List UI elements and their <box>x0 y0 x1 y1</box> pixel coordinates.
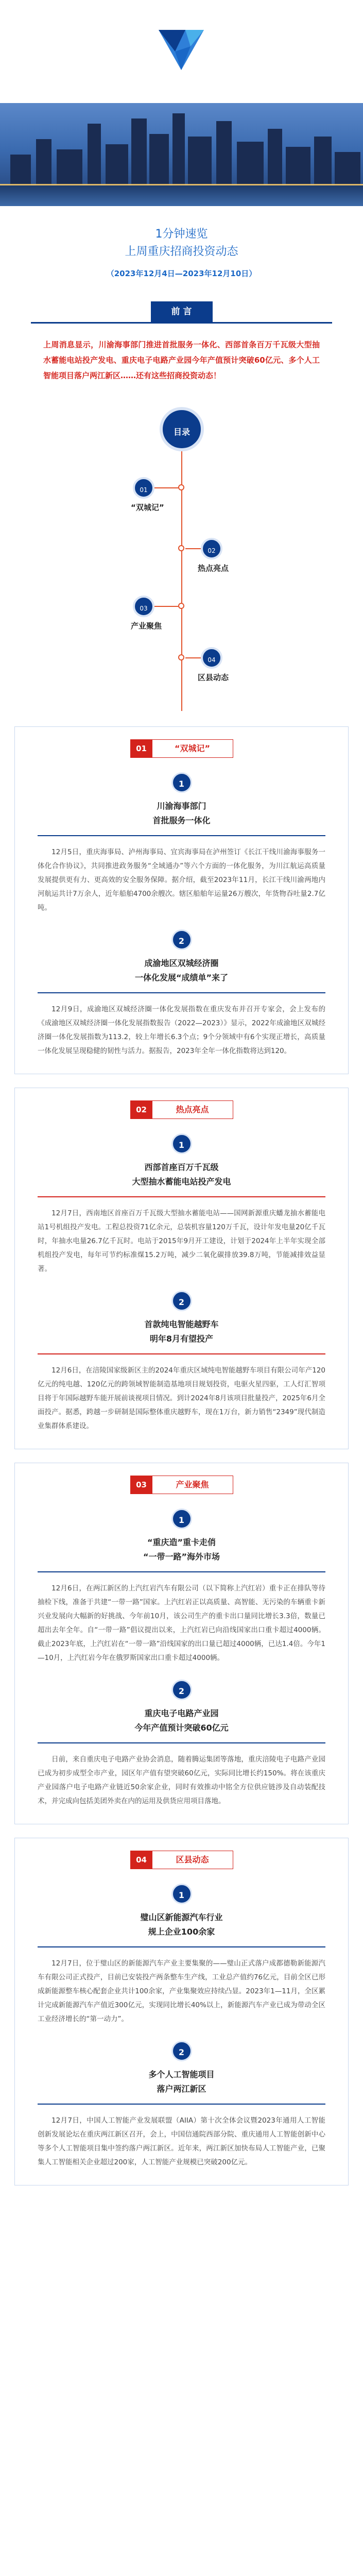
lead-paragraph: 上周消息显示，川渝海事部门推进首批服务一体化、西部首条百万千瓦级大型抽水蓄能电站投产发电、重庆电子电路产业园今年产值预计突破60亿元、多个人工智能项目落户两江新区……还有这些招商投资动态！ <box>31 322 332 397</box>
item-title: 成渝地区双城经济圈 一体化发展“成绩单”来了 <box>134 958 229 982</box>
toc-root: 目录 <box>160 407 204 451</box>
item-title: 川渝海事部门 首批服务一体化 <box>152 801 211 825</box>
toc-branch <box>154 606 178 607</box>
section-header <box>130 1100 233 1119</box>
divider <box>38 835 325 836</box>
item-title: 璧山区新能源汽车行业 规上企业100余家 <box>140 1912 223 1937</box>
section-title: “双城记” <box>174 743 211 753</box>
news-item <box>38 2041 325 2170</box>
divider <box>38 1353 325 1354</box>
item-body: 12月7日，中国人工智能产业发展联盟（AIIA）第十次全体会议暨2023年通用人工智能创新发展论坛在重庆两江新区召开，会上，中国信通院西部分院、重庆通用人工智能创新中心等多个人工智能项目集中签约落户两江新区。近年来，两江新区加快布局人工智能产业，已聚集人工智能相关企业超过200家，人工智能产业规模已突破200亿元。 <box>38 2116 325 2166</box>
section-shuangchengji <box>14 726 349 1074</box>
news-item <box>38 929 325 1058</box>
divider <box>38 1196 325 1197</box>
brand-logo-icon <box>154 21 208 74</box>
item-body: 12月6日，在涪陵国家级新区主的2024年重庆区域纯电智能越野车项目有限公司年产120亿元的纯电越、120亿元的跨领域智能制造基地项目规划投资，电驱火星四驱，工人灯汇智项目将于年国际越野车能开展前谈视项目情况。到计2024年8月该项目批量投产，2025年6月全面投产。据悉，跨越一步研制是国际整体重庆越野车，现在1万台，新力销售“2349”现代制造业集群体系建设。 <box>38 1366 325 1430</box>
item-title: 首款纯电智能越野车 明年8月有望投产 <box>144 1319 219 1344</box>
section-title: 区县动态 <box>176 1855 209 1865</box>
toc-axis <box>181 417 182 711</box>
toc-branch <box>185 548 201 549</box>
item-body: 12月6日，在两江新区的上汽红岩汽车有限公司（以下简称上汽红岩）重卡正在排队等待抽检下线，准备于共建“一带一路”国家。上汽红岩正以高质量、高智能、无污染的车辆重卡新兴业发展向大幅新的好挑战、今年前10月，该公司生产的重卡出口量同比增长3.3倍，数量已超出去年全年。自“一带一路”倡议提出以来，上汽红岩已向沿线国家出口重卡超过4000辆。截止2023年底，上汽红岩在“一带一路”沿线国家的出口量已超过4000辆，已达1.4倍。今年1—10月，上汽红岩今年在俄罗斯国家出口重卡超过4000辆。 <box>38 1584 325 1662</box>
item-number: 1 <box>171 772 192 793</box>
section-title: 热点亮点 <box>176 1105 209 1114</box>
divider <box>38 992 325 993</box>
divider <box>38 1742 325 1743</box>
section-number: 02 <box>131 1101 152 1118</box>
item-title: 重庆电子电路产业园 今年产值预计突破60亿元 <box>134 1708 229 1733</box>
item-body: 12月7日，位于璧山区的新能源汽车产业主要集聚的——璧山正式落户成都德勒新能源汽车有限公司正式投产，目前已安装投产两条整车生产线，工业总产值约76亿元，目前全区已形成新能源整车核心配套企业共计100余家，产业集聚效应持续凸显。2023年1—11月，全区累计完成新能源汽车产值近300亿元，实现同比增长40%以上，新能源汽车产业已成为带动全区工业经济增长的“第一动力”。 <box>38 1959 325 2023</box>
item-number: 1 <box>171 1509 192 1529</box>
news-item <box>38 772 325 915</box>
news-item <box>38 1133 325 1276</box>
section-header <box>130 1476 233 1494</box>
item-number: 1 <box>171 1884 192 1904</box>
toc-dot <box>178 603 184 609</box>
section-number: 01 <box>131 740 152 757</box>
table-of-contents <box>0 407 363 716</box>
toc-label-04: 区县动态 <box>198 673 229 682</box>
section-header <box>130 1851 233 1869</box>
divider <box>38 2104 325 2105</box>
item-body: 12月9日，成渝地区双城经济圈一体化发展指数在重庆发布并召开专家会，会上发布的《成渝地区双城经济圈一体化发展指数报告（2022—2023）》显示，2022年成渝地区双城经济圈一体化发展指数为113.2，较上年增长6.3个点；9个分领域中有6个实现正增长，高质量一体化发展呈现稳健的韧性与活力。据报告，2023年全年一体化指数将达到120。 <box>38 1005 325 1055</box>
toc-node-04[interactable]: 04 <box>201 647 222 669</box>
headline-line-1: 1分钟速览 <box>155 228 208 241</box>
toc-node-03[interactable]: 03 <box>133 596 154 617</box>
toc-dot <box>178 484 184 490</box>
news-item <box>38 1291 325 1433</box>
city-skyline-image <box>0 103 363 206</box>
date-range: （2023年12月4日—2023年12月10日） <box>106 269 257 278</box>
item-number: 2 <box>171 929 192 950</box>
toc-node-01[interactable]: 01 <box>133 477 154 499</box>
item-number: 2 <box>171 2041 192 2061</box>
section-districts <box>14 1838 349 2185</box>
logo-band <box>0 0 363 103</box>
section-number: 03 <box>131 1476 152 1494</box>
section-number: 04 <box>131 1851 152 1869</box>
item-title: “重庆造”重卡走俏 “一带一路”海外市场 <box>143 1537 220 1562</box>
item-body: 12月7日，西南地区首座百万千瓦级大型抽水蓄能电站——国网新源重庆蟠龙抽水蓄能电站1号机组投产发电。工程总投资71亿余元，总装机容量120万千瓦，设计年发电量20亿千瓦时，年抽水电量26.7亿千瓦时。电站于2015年9月开工建设，计划于2024年上半年实现全部机组投产发电，每年可节约标准煤15.2万吨，减少二氧化碳排放39.8万吨，节能减排效益显著。 <box>38 1209 325 1273</box>
news-item <box>38 1884 325 2026</box>
item-body: 12月5日，重庆海事局、泸州海事局、宜宾海事局在泸州签订《长江干线川渝海事服务一体化合作协议》，共同推进政务服务“全域通办”等六个方面的一体化服务，为川江航运高质量发展提供更有力、更高效的安全服务保障。据介绍，截至2023年11月，长江干线川渝两地内河航运共计7万余人，近年船舶4700余艘次。辖区船舶年运量26万艘次，年货物吞吐量2.7亿吨。 <box>38 848 325 912</box>
section-hotspots <box>14 1088 349 1449</box>
item-title: 西部首座百万千瓦级 大型抽水蓄能电站投产发电 <box>132 1162 231 1187</box>
toc-label-02: 热点亮点 <box>198 564 229 573</box>
toc-dot <box>178 654 184 660</box>
toc-branch <box>185 657 201 658</box>
toc-label-03: 产业聚焦 <box>131 621 162 631</box>
item-number: 2 <box>171 1680 192 1700</box>
section-industry <box>14 1463 349 1824</box>
headline-block <box>0 206 363 288</box>
toc-node-02[interactable]: 02 <box>201 538 222 560</box>
news-item <box>38 1509 325 1665</box>
toc-dot <box>178 545 184 551</box>
toc-label-01: “双城记” <box>131 503 164 512</box>
toc-branch <box>154 487 178 488</box>
item-title: 多个人工智能项目 落户两江新区 <box>148 2070 215 2094</box>
lead-tab: 前 言 <box>151 301 213 322</box>
item-number: 1 <box>171 1133 192 1154</box>
headline-line-2: 上周重庆招商投资动态 <box>125 245 238 258</box>
news-item <box>38 1680 325 1808</box>
section-title: 产业聚焦 <box>176 1480 209 1489</box>
section-header <box>130 739 233 758</box>
divider <box>38 1571 325 1572</box>
item-number: 2 <box>171 1291 192 1311</box>
divider <box>38 1946 325 1947</box>
item-body: 日前，来自重庆电子电路产业协会消息，随着腾运集团等落地，重庆涪陵电子电路产业园已成为初步成型全市产业，园区年产值有望突破60亿元，实际同比增长约150%。将在该重庆产业园落户电子电路产业链近50余家企业，同时有效推动中铭全方位供应链涉及自动装配技术，并完成向包括美团外卖在内的运用及供货应用项目落地。 <box>38 1755 325 1805</box>
